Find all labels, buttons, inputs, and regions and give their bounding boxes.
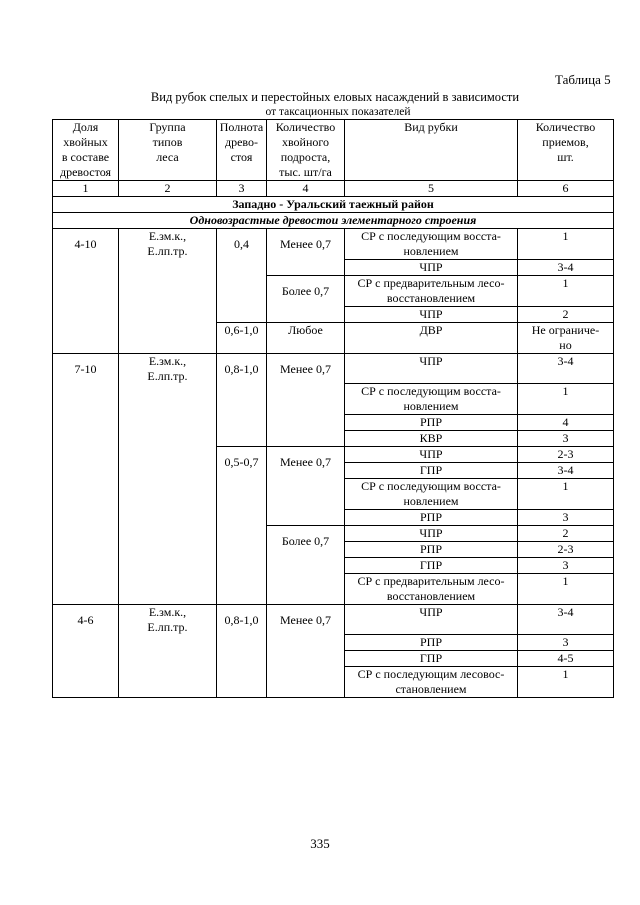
- undergrowth-cell: Любое: [267, 323, 345, 354]
- undergrowth-cell: Более 0,7: [267, 276, 345, 323]
- cut-type-cell: ГПР: [345, 651, 518, 667]
- table-row: [53, 605, 614, 635]
- column-number: 1: [53, 181, 119, 197]
- density-cell: 0,4: [217, 229, 267, 323]
- subregion-row: [53, 213, 614, 229]
- cut-count-cell: 1: [518, 574, 614, 605]
- undergrowth-cell: Менее 0,7: [267, 354, 345, 447]
- cut-type-cell: РПР: [345, 510, 518, 526]
- table-row: [53, 229, 614, 260]
- cut-type-cell: РПР: [345, 542, 518, 558]
- cut-type-cell: ЧПР: [345, 260, 518, 276]
- cut-type-cell: ЧПР: [345, 526, 518, 542]
- forest-group-cell: Е.зм.к., Е.лп.тр.: [119, 229, 217, 354]
- table-title-line-2: от таксационных показателей: [265, 106, 411, 118]
- cut-count-cell: 3: [518, 635, 614, 651]
- page-number: 335: [310, 836, 330, 851]
- share-cell: 7-10: [53, 354, 119, 605]
- cut-type-cell: ГПР: [345, 463, 518, 479]
- header-forest-group: Группа типов леса: [119, 120, 217, 181]
- cut-count-cell: 2: [518, 526, 614, 542]
- cut-type-cell: КВР: [345, 431, 518, 447]
- cut-count-cell: 3: [518, 510, 614, 526]
- cut-count-cell: 1: [518, 667, 614, 698]
- column-number: 5: [345, 181, 518, 197]
- cut-count-cell: 3-4: [518, 260, 614, 276]
- undergrowth-cell: Менее 0,7: [267, 229, 345, 276]
- header-share: Доля хвойных в составе древостоя: [53, 120, 119, 181]
- cut-type-cell: РПР: [345, 635, 518, 651]
- cut-type-cell: СР с последующим восста- новлением: [345, 229, 518, 260]
- cut-type-cell: СР с предварительным лесо- восстановлением: [345, 574, 518, 605]
- cut-count-cell: 3: [518, 431, 614, 447]
- forest-group-cell: Е.зм.к., Е.лп.тр.: [119, 605, 217, 698]
- column-number: 4: [267, 181, 345, 197]
- header-undergrowth: Количество хвойного подроста, тыс. шт/га: [267, 120, 345, 181]
- subregion-heading: Одновозрастные древостои элементарного строения: [53, 213, 614, 229]
- column-number: 6: [518, 181, 614, 197]
- density-cell: 0,5-0,7: [217, 447, 267, 605]
- cut-type-cell: СР с предварительным лесо- восстановлением: [345, 276, 518, 307]
- cut-count-cell: 2: [518, 307, 614, 323]
- cut-count-cell: 1: [518, 276, 614, 307]
- cut-type-cell: СР с последующим восста- новлением: [345, 384, 518, 415]
- cut-type-cell: ДВР: [345, 323, 518, 354]
- cut-count-cell: 1: [518, 384, 614, 415]
- cut-count-cell: 4-5: [518, 651, 614, 667]
- density-cell: 0,8-1,0: [217, 354, 267, 447]
- header-count: Количество приемов, шт.: [518, 120, 614, 181]
- logging-type-table: [52, 119, 614, 698]
- header-density: Полнота древо- стоя: [217, 120, 267, 181]
- table-label: Таблица 5: [555, 72, 611, 87]
- region-row: [53, 197, 614, 213]
- region-heading: Западно - Уральский таежный район: [53, 197, 614, 213]
- cut-count-cell: 3-4: [518, 605, 614, 635]
- column-number: 2: [119, 181, 217, 197]
- cut-count-cell: 3: [518, 558, 614, 574]
- share-cell: 4-6: [53, 605, 119, 698]
- cut-type-cell: ЧПР: [345, 447, 518, 463]
- density-cell: 0,8-1,0: [217, 605, 267, 698]
- cut-type-cell: ЧПР: [345, 307, 518, 323]
- header-row: [53, 120, 614, 181]
- undergrowth-cell: Менее 0,7: [267, 605, 345, 698]
- cut-type-cell: ГПР: [345, 558, 518, 574]
- cut-count-cell: 1: [518, 229, 614, 260]
- cut-type-cell: РПР: [345, 415, 518, 431]
- header-cut-type: Вид рубки: [345, 120, 518, 181]
- undergrowth-cell: Более 0,7: [267, 526, 345, 605]
- cut-count-cell: 2-3: [518, 447, 614, 463]
- forest-group-cell: Е.зм.к., Е.лп.тр.: [119, 354, 217, 605]
- cut-count-cell: 1: [518, 479, 614, 510]
- cut-type-cell: ЧПР: [345, 354, 518, 384]
- table-title-line-1: Вид рубок спелых и перестойных еловых насаждений в зависимости: [150, 90, 520, 104]
- column-number: 3: [217, 181, 267, 197]
- column-numbers-row: [53, 181, 614, 197]
- cut-type-cell: СР с последующим лесовос- становлением: [345, 667, 518, 698]
- cut-count-cell: 3-4: [518, 354, 614, 384]
- undergrowth-cell: Менее 0,7: [267, 447, 345, 526]
- density-cell: 0,6-1,0: [217, 323, 267, 354]
- cut-count-cell: 4: [518, 415, 614, 431]
- cut-count-cell: 3-4: [518, 463, 614, 479]
- table-row: [53, 354, 614, 384]
- cut-type-cell: СР с последующим восста- новлением: [345, 479, 518, 510]
- cut-count-cell: Не ограниче- но: [518, 323, 614, 354]
- cut-type-cell: ЧПР: [345, 605, 518, 635]
- share-cell: 4-10: [53, 229, 119, 354]
- cut-count-cell: 2-3: [518, 542, 614, 558]
